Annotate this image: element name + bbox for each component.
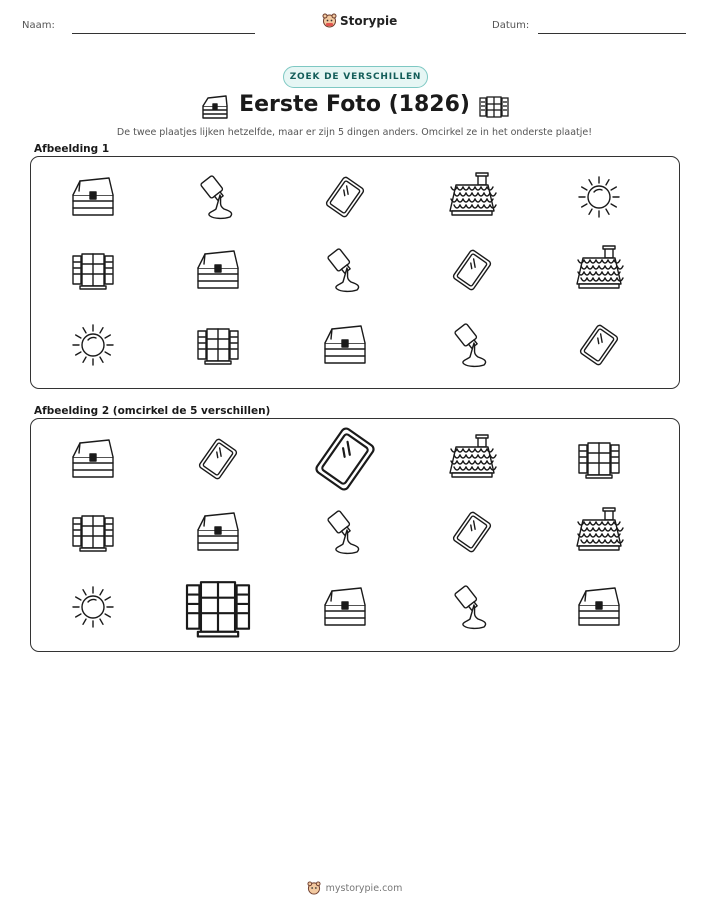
picture-1-sun-icon[interactable]	[73, 325, 113, 365]
picture-1-glass-icon[interactable]	[452, 249, 491, 291]
picture-2-label: Afbeelding 2 (omcirkel de 5 verschillen)	[34, 405, 271, 417]
picture-2-window-icon[interactable]	[579, 443, 619, 478]
picture-2-bottle-icon[interactable]	[454, 585, 485, 628]
date-line[interactable]	[538, 33, 686, 34]
picture-1-bottle-icon[interactable]	[454, 323, 485, 366]
picture-1-roof-icon[interactable]	[450, 173, 496, 215]
picture-2-sun-icon[interactable]	[73, 587, 113, 627]
brand-name: Storypie	[340, 13, 398, 28]
picture-1-chest-icon[interactable]	[325, 326, 365, 363]
picture-1-window-icon[interactable]	[198, 329, 238, 364]
picture-2-chest-icon[interactable]	[198, 513, 238, 550]
picture-1-glass-icon[interactable]	[579, 324, 618, 366]
name-line[interactable]	[72, 33, 255, 34]
picture-1-sun-icon[interactable]	[579, 177, 619, 217]
picture-2-glass-icon[interactable]	[452, 511, 491, 553]
picture-1-bottle-icon[interactable]	[200, 175, 231, 218]
picture-2-grid	[31, 419, 681, 653]
footer	[0, 881, 709, 895]
picture-2-window-icon[interactable]	[73, 516, 113, 551]
window-icon	[478, 95, 510, 119]
picture-1-window-icon[interactable]	[73, 254, 113, 289]
picture-1-label: Afbeelding 1	[34, 143, 110, 155]
instructions: De twee plaatjes lijken hetzelfde, maar er zijn 5 dingen anders. Omcirkel ze in het onderste plaatje!	[116, 127, 593, 138]
picture-2-chest-icon[interactable]	[73, 440, 113, 477]
date-label: Datum:	[492, 20, 530, 31]
picture-1-panel	[30, 156, 680, 389]
picture-2-roof-icon[interactable]	[577, 508, 623, 550]
picture-2-chest-icon[interactable]	[325, 588, 365, 625]
picture-1-glass-icon[interactable]	[325, 176, 364, 218]
picture-2-window-icon[interactable]	[187, 582, 249, 636]
footer-url: mystorypie.com	[325, 882, 403, 894]
name-label: Naam:	[22, 20, 55, 31]
picture-2-panel	[30, 418, 680, 652]
picture-1-roof-icon[interactable]	[577, 246, 623, 288]
storypie-logo-icon	[307, 881, 321, 895]
picture-2-glass-icon[interactable]	[198, 438, 237, 480]
picture-2-bottle-icon[interactable]	[327, 510, 358, 553]
page-title: Eerste Foto (1826)	[239, 92, 470, 117]
picture-2-chest-icon[interactable]	[579, 588, 619, 625]
picture-1-chest-icon[interactable]	[198, 251, 238, 288]
picture-1-grid	[31, 157, 681, 390]
picture-2-glass-icon[interactable]	[315, 427, 376, 492]
picture-2-roof-icon[interactable]	[450, 435, 496, 477]
picture-1-chest-icon[interactable]	[73, 178, 113, 215]
brand	[322, 13, 397, 28]
activity-badge: ZOEK DE VERSCHILLEN	[283, 66, 428, 88]
storypie-logo-icon	[322, 13, 337, 28]
picture-1-bottle-icon[interactable]	[327, 248, 358, 291]
